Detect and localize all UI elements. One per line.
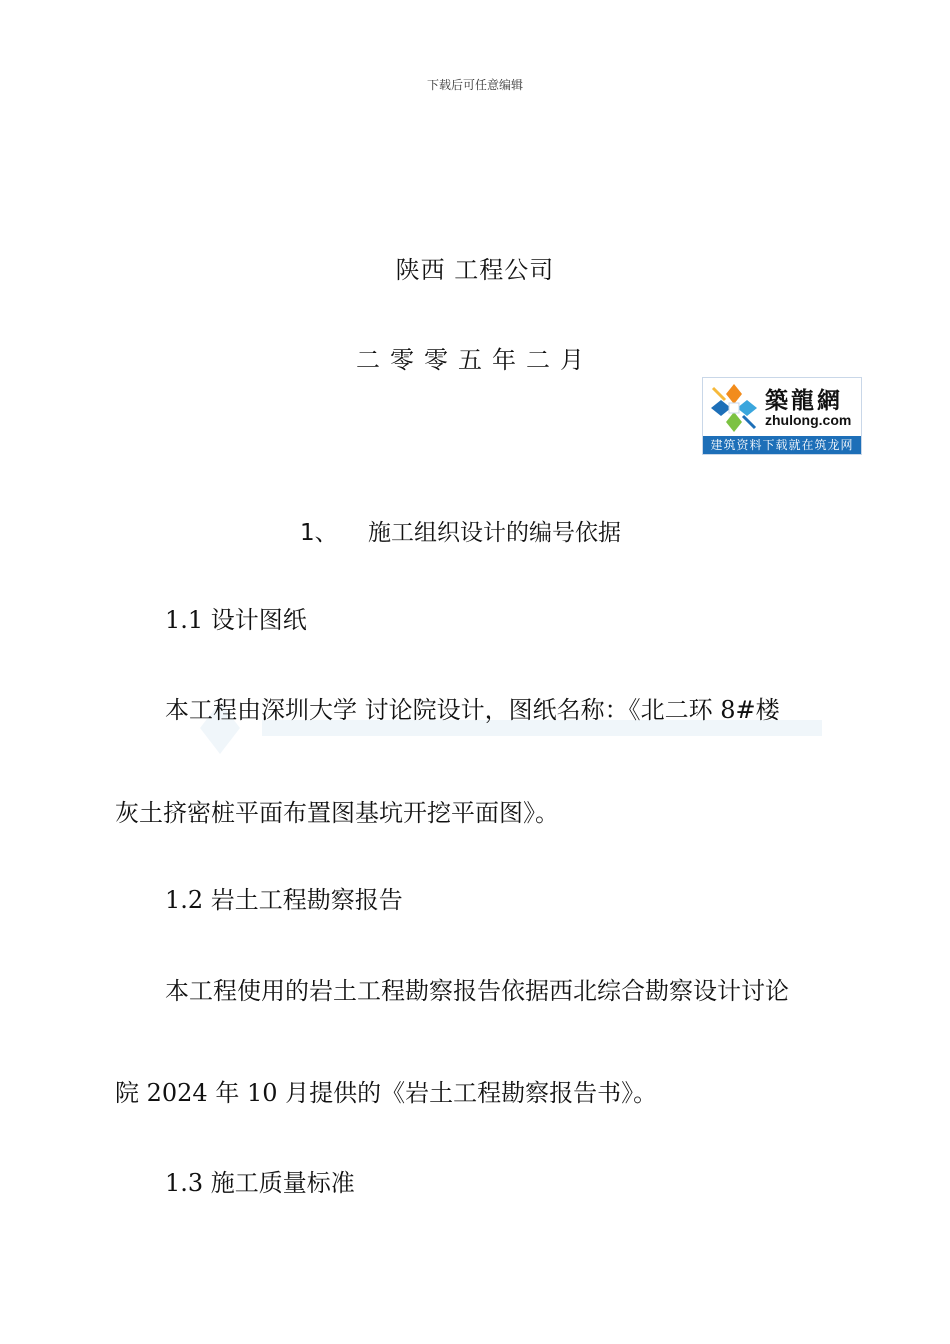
page-header-note: 下载后可任意编辑 — [426, 78, 523, 92]
paragraph-1-1-line-2: 灰土挤密桩平面布置图基坑开挖平面图》。 — [115, 799, 559, 827]
zhulong-logo — [702, 377, 862, 455]
subsection-heading-1-1: 1.1 设计图纸 — [165, 606, 307, 634]
section-heading — [300, 514, 621, 547]
company-name: 陕西 工程公司 — [395, 256, 555, 284]
logo-domain: zhulong.com — [765, 412, 852, 428]
paragraph-1-1-line-1: 本工程由深圳大学 讨论院设计，图纸名称：《北二环 8#楼 — [165, 696, 780, 724]
logo-tagline: 建筑资料下载就在筑龙网 — [703, 436, 861, 454]
document-date: 二零零五年二月 — [356, 346, 594, 374]
paragraph-1-2-line-2: 院 2024 年 10 月提供的《岩土工程勘察报告书》。 — [115, 1079, 658, 1107]
pinwheel-logo-icon — [705, 380, 763, 436]
subsection-heading-1-2: 1.2 岩土工程勘察报告 — [165, 886, 403, 914]
paragraph-1-2-line-1: 本工程使用的岩土工程勘察报告依据西北综合勘察设计讨论 — [165, 977, 789, 1005]
subsection-heading-1-3: 1.3 施工质量标准 — [165, 1169, 355, 1197]
section-number: 1、 — [300, 520, 338, 546]
section-title: 施工组织设计的编号依据 — [368, 520, 621, 546]
logo-chinese-name: 築龍網 — [765, 388, 843, 414]
